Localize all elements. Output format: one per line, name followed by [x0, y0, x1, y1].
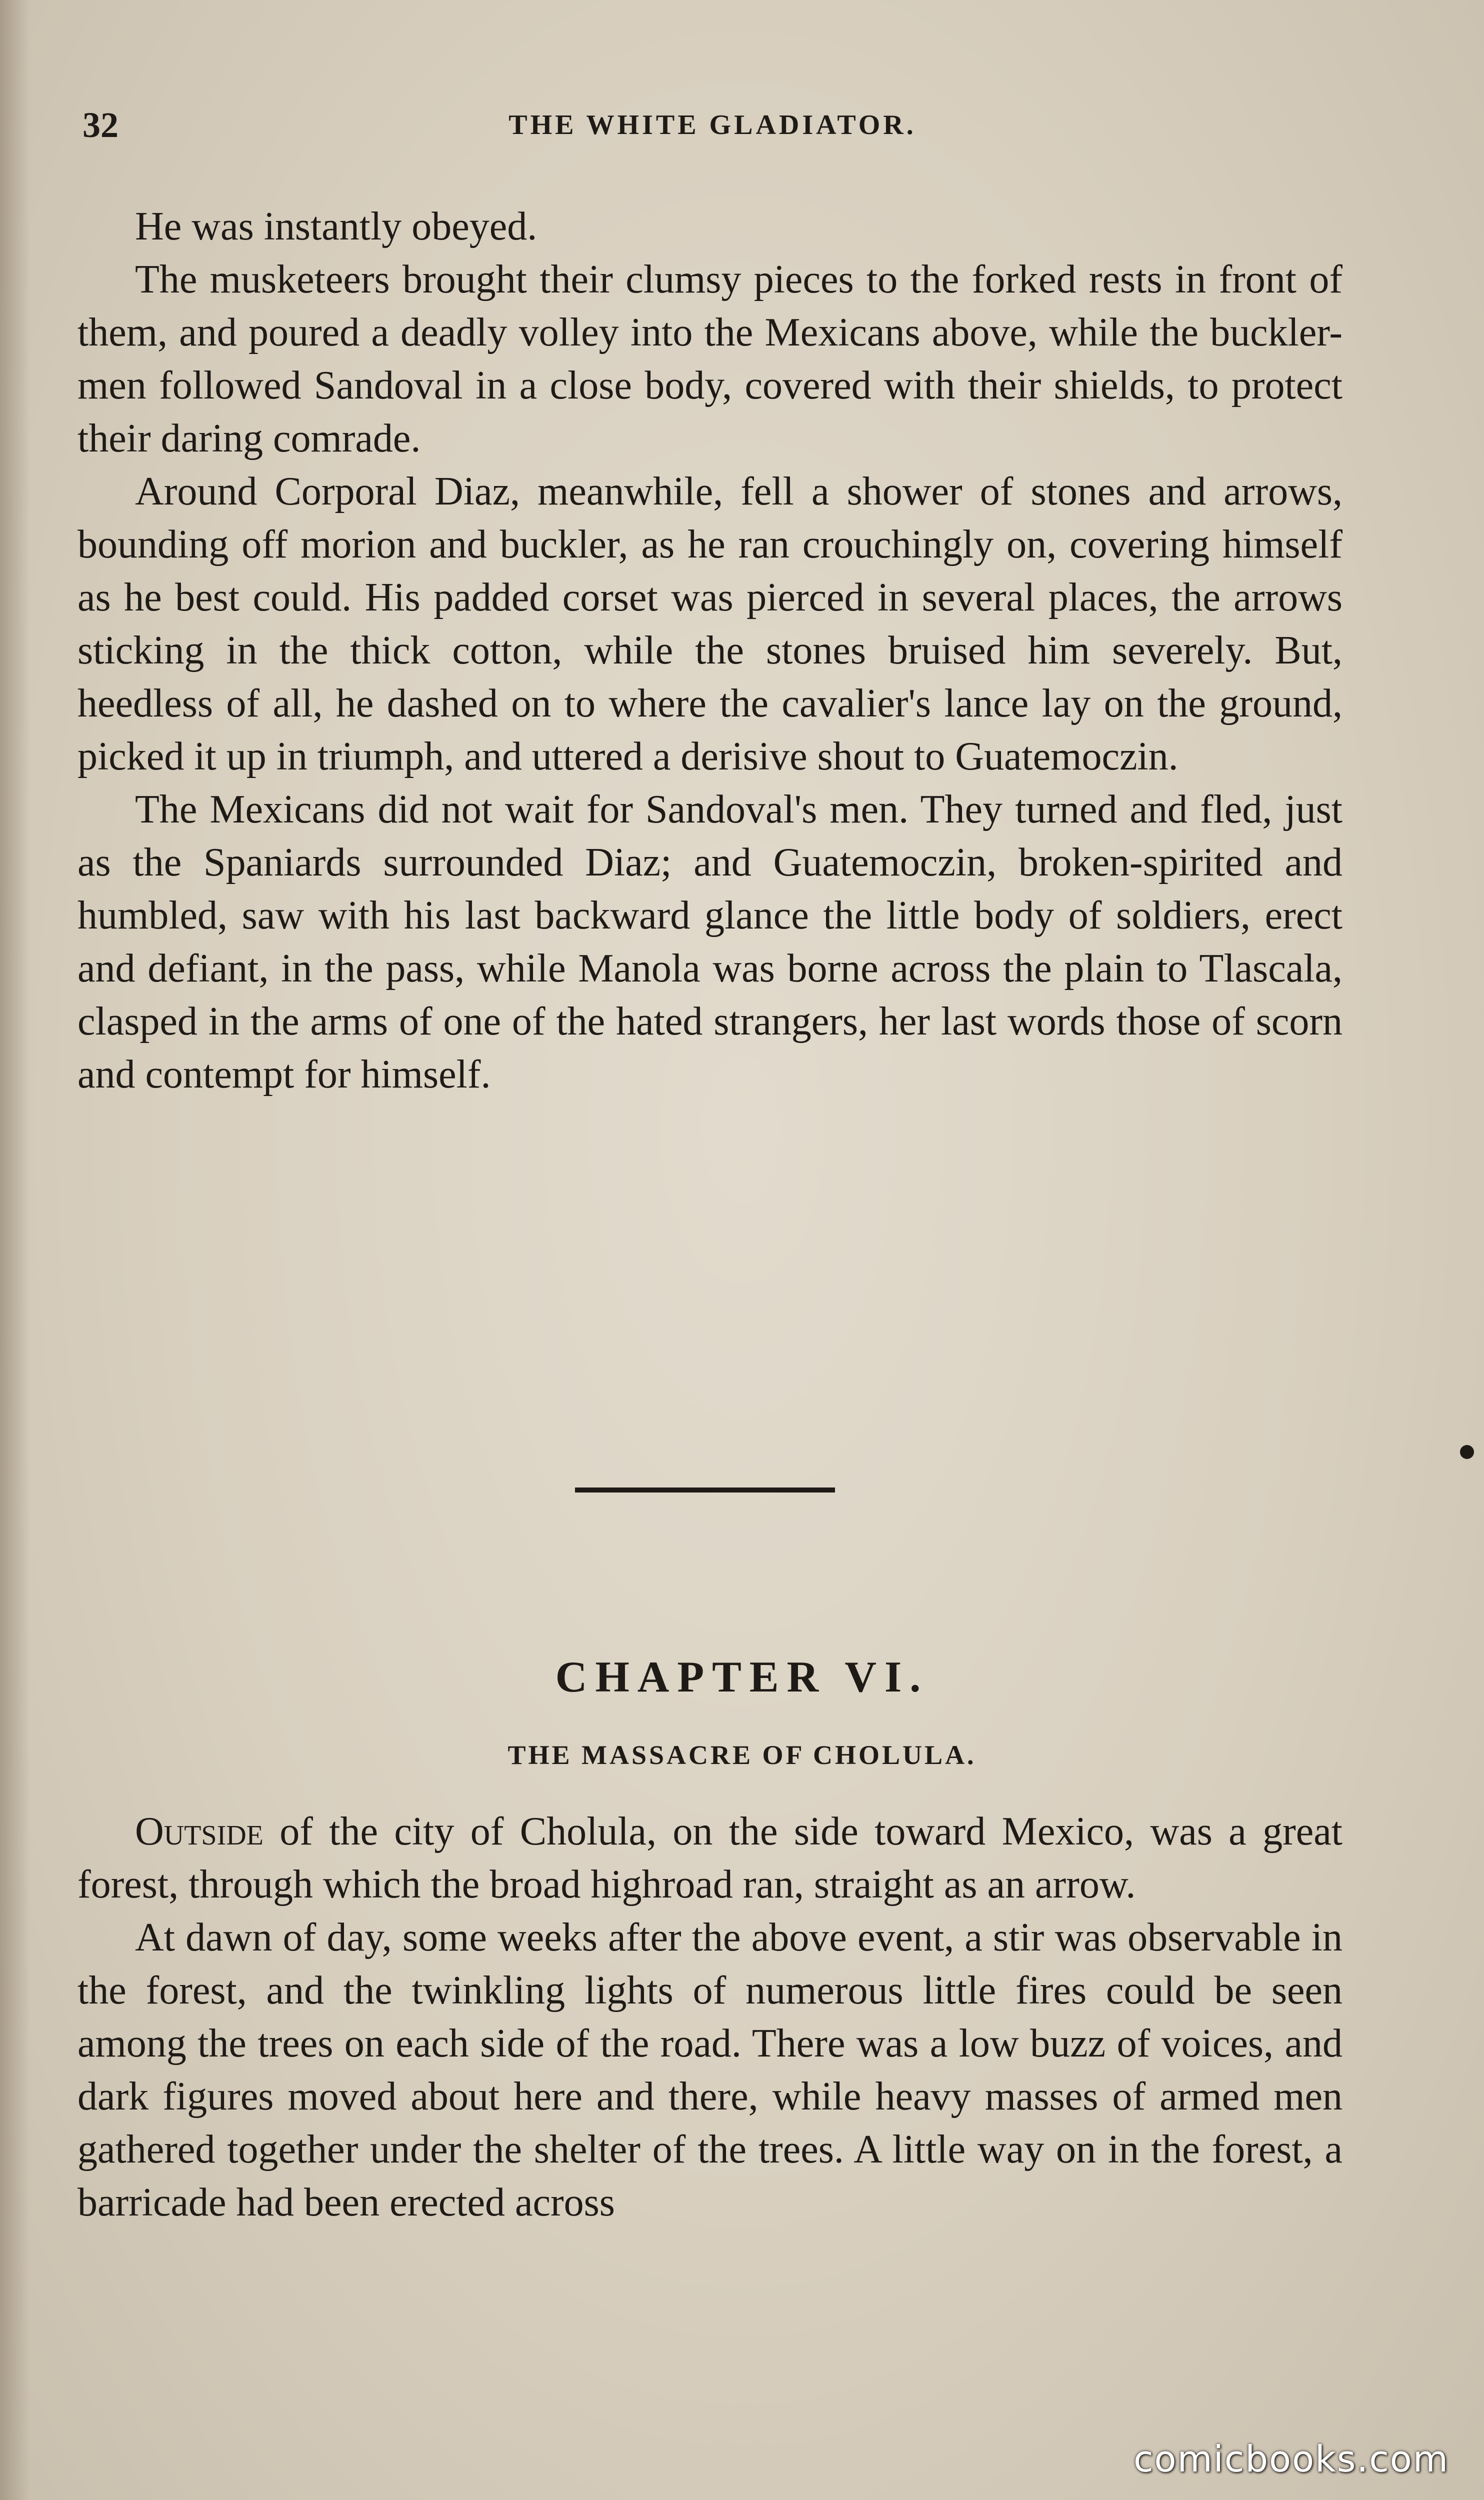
page-blemish [1460, 1445, 1474, 1459]
section-divider [575, 1488, 835, 1492]
page-header [82, 98, 1342, 152]
text-section-2 [78, 1805, 1342, 2229]
paragraph [78, 1805, 1342, 1911]
chapter-title: CHAPTER VI. [555, 1653, 929, 1702]
paragraph: Around Corporal Diaz, meanwhile, fell a shower of stones and arrows, bounding off morion and buckler, as he ran crouchingly on, covering himself as he best could. His padded corset was pierced in several places, the arrows sticking in the thick cotton, while the stones bruised him severely. But, heedless of all, he dashed on to where the cavalier's lance lay on the ground, picked it up in triumph, and uttered a derisive shout to Guatemoczin. [78, 470, 1342, 778]
page-number: 32 [82, 105, 118, 145]
paragraph: The Mexicans did not wait for Sandoval's men. They turned and fled, just as the Spaniards surrounded Diaz; and Guatemoczin, broken-spirited and humbled, saw with his last backward glance the little body of soldiers, erect and defiant, in the pass, while Manola was borne across the plain to Tlascala, clasped in the arms of one of the hated strangers, her last words those of scorn and contempt for himself. [78, 788, 1342, 1096]
paragraph: He was instantly obeyed. [135, 204, 538, 248]
watermark: comicbooks.com [1133, 2438, 1449, 2480]
paragraph: The musketeers brought their clumsy pieces to the forked rests in front of them, and poured a deadly volley into the Mexicans above, while the buckler-men followed Sandoval in a close body, covered with their shields, to protect their daring comrade. [78, 258, 1342, 460]
running-head: THE WHITE GLADIATOR. [508, 110, 916, 140]
page-spine-shadow [0, 0, 30, 2500]
paragraph: At dawn of day, some weeks after the above event, a stir was observable in the forest, and the twinkling lights of numerous little fires could be seen among the trees on each side of the road. There was a low buzz of voices, and dark figures moved about here and there, while heavy masses of armed men gathered together under the shelter of the trees. A little way on in the forest, a barricade had been erected across [78, 1916, 1342, 2224]
chapter-subtitle: THE MASSACRE OF CHOLULA. [508, 1740, 976, 1770]
paragraph-text: of the city of Cholula, on the side toward Mexico, was a great forest, through which the broad highroad ran, straight as an arrow. [78, 1810, 1342, 1906]
text-section-1 [78, 200, 1342, 1101]
drop-lead-word: Outside [135, 1810, 264, 1854]
